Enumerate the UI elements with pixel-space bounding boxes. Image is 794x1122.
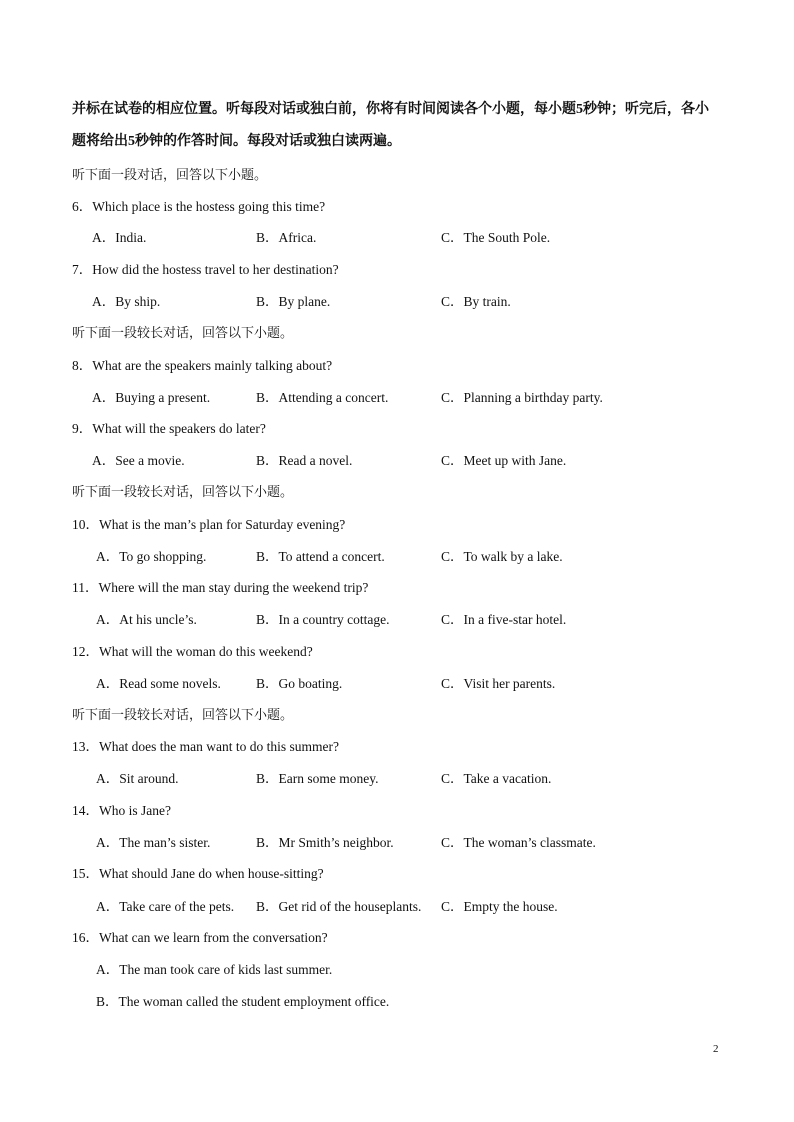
question-number: 14． [72, 803, 99, 818]
question-text: How did the hostess travel to her destination? [92, 262, 339, 277]
question-number: 15． [72, 866, 99, 881]
option-b: B．Africa. [256, 230, 317, 245]
options-row-7 [0, 293, 794, 311]
option-a: A．Buying a present. [92, 390, 211, 405]
question-number: 8． [72, 358, 93, 373]
option-a: A．Read some novels. [96, 676, 221, 691]
question-number: 13． [72, 739, 99, 754]
option-a: A．Sit around. [96, 771, 179, 786]
options-row-6 [0, 229, 794, 247]
question-number: 6． [72, 199, 93, 214]
option-c: C．The woman’s classmate. [441, 835, 596, 850]
options-row-15 [0, 898, 794, 916]
question-text: What will the woman do this weekend? [99, 644, 313, 659]
options-row-9 [0, 452, 794, 470]
option-a: A．Take care of the pets. [96, 899, 235, 914]
question-13 [72, 738, 339, 756]
intro-line-1: 并标在试卷的相应位置。听每段对话或独白前，你将有时间阅读各个小题，每小题5秒钟；听完后，各小 [72, 102, 709, 117]
option-b: B．Mr Smith’s neighbor. [256, 835, 394, 850]
section-heading: 听下面一段较长对话，回答以下小题。 [72, 484, 294, 499]
option-b: B．In a country cottage. [256, 612, 390, 627]
question-number: 10． [72, 517, 99, 532]
intro-line-2: 题将给出5秒钟的作答时间。每段对话或独白读两遍。 [72, 134, 401, 149]
options-row-10 [0, 548, 794, 566]
option-b: B．The woman called the student employment office. [96, 994, 390, 1009]
option-c: C．The South Pole. [441, 230, 551, 245]
question-11 [72, 579, 368, 597]
option-a: A．By ship. [92, 294, 161, 309]
option-b: B．Go boating. [256, 676, 343, 691]
question-number: 11． [72, 580, 99, 595]
option-b: B．Earn some money. [256, 771, 379, 786]
option-c: C．Planning a birthday party. [441, 390, 603, 405]
option-c: C．Meet up with Jane. [441, 453, 567, 468]
question-text: What is the man’s plan for Saturday evening? [99, 517, 346, 532]
question-text: Which place is the hostess going this time? [92, 199, 326, 214]
option-b: B．By plane. [256, 294, 331, 309]
question-16 [72, 929, 328, 947]
question-10 [72, 516, 345, 534]
options-row-13 [0, 770, 794, 788]
question-text: What are the speakers mainly talking about? [92, 358, 333, 373]
question-14 [72, 802, 171, 820]
question-9 [72, 420, 266, 438]
option-b: B．To attend a concert. [256, 549, 385, 564]
option-a: A．See a movie. [92, 453, 185, 468]
option-b: B．Read a novel. [256, 453, 353, 468]
option-b: B．Attending a concert. [256, 390, 389, 405]
question-12 [72, 643, 313, 661]
question-text: What should Jane do when house-sitting? [99, 866, 324, 881]
option-c: C．Empty the house. [441, 899, 558, 914]
option-a: A．At his uncle’s. [96, 612, 197, 627]
option-c: C．By train. [441, 294, 511, 309]
page-number: 2 [713, 1043, 719, 1055]
question-8 [72, 357, 332, 375]
option-a: A．To go shopping. [96, 549, 207, 564]
question-7 [72, 261, 339, 279]
question-text: What does the man want to do this summer? [99, 739, 339, 754]
section-heading: 听下面一段较长对话，回答以下小题。 [72, 707, 294, 722]
question-text: What can we learn from the conversation? [99, 930, 328, 945]
section-heading: 听下面一段较长对话，回答以下小题。 [72, 325, 294, 340]
question-text: What will the speakers do later? [92, 421, 266, 436]
option-a: A．India. [92, 230, 147, 245]
section-heading: 听下面一段对话，回答以下小题。 [72, 167, 268, 182]
question-text: Who is Jane? [99, 803, 171, 818]
question-number: 7． [72, 262, 93, 277]
question-number: 9． [72, 421, 93, 436]
question-number: 16． [72, 930, 99, 945]
options-row-12 [0, 675, 794, 693]
option-b: B．Get rid of the houseplants. [256, 899, 422, 914]
option-c: C．To walk by a lake. [441, 549, 563, 564]
option-a: A．The man’s sister. [96, 835, 211, 850]
question-number: 12． [72, 644, 99, 659]
question-15 [72, 865, 324, 883]
options-row-14 [0, 834, 794, 852]
options-row-11 [0, 611, 794, 629]
option-a: A．The man took care of kids last summer. [96, 962, 333, 977]
option-c: C．In a five-star hotel. [441, 612, 567, 627]
options-row-8 [0, 389, 794, 407]
question-text: Where will the man stay during the weekend trip? [98, 580, 369, 595]
option-c: C．Visit her parents. [441, 676, 556, 691]
question-6 [72, 198, 325, 216]
option-c: C．Take a vacation. [441, 771, 552, 786]
